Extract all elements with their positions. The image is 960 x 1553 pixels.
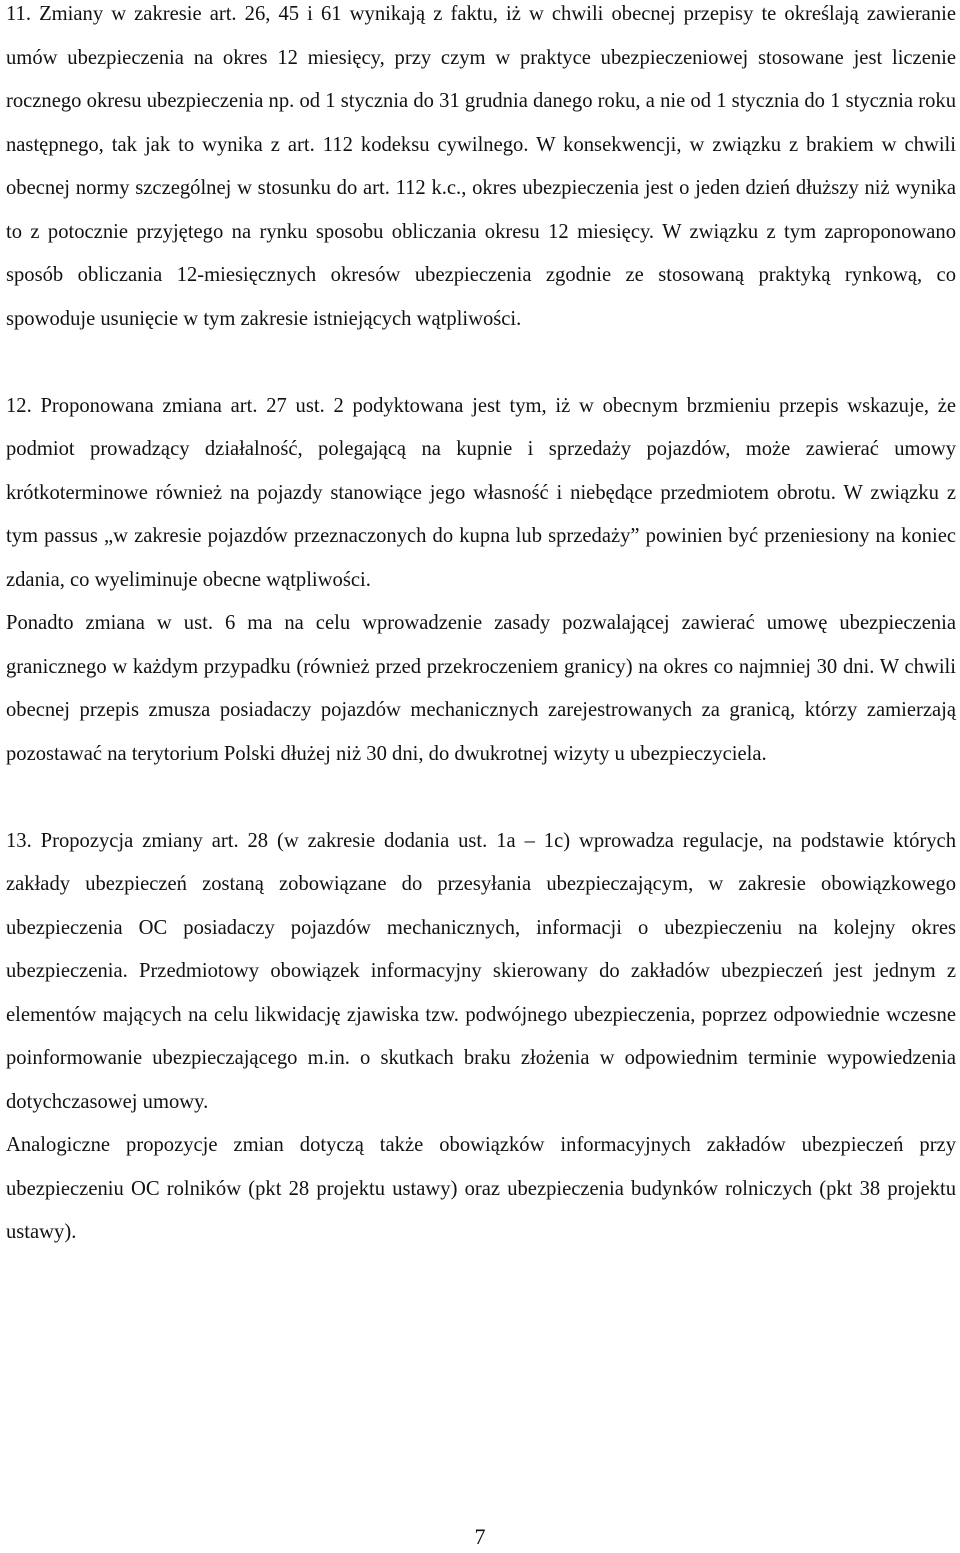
document-page xyxy=(6,0,956,1255)
page-number: 7 xyxy=(474,1524,486,1549)
paragraph-11: 11. Zmiany w zakresie art. 26, 45 i 61 wynikają z faktu, iż w chwili obecnej przepisy te określają zawieranie umów ubezpieczenia na okres 12 miesięcy, przy czym w praktyce ubezpieczeniowej stosowane jest liczenie rocznego okresu ubezpieczenia np. od 1 stycznia do 31 grudnia danego roku, a nie od 1 stycznia do 1 stycznia roku następnego, tak jak to wynika z art. 112 kodeksu cywilnego. W konsekwencji, w związku z brakiem w chwili obecnej normy szczególnej w stosunku do art. 112 k.c., okres ubezpieczenia jest o jeden dzień dłuższy niż wynika to z potocznie przyjętego na rynku sposobu obliczania okresu 12 miesięcy. W związku z tym zaproponowano sposób obliczania 12-miesięcznych okresów ubezpieczenia zgodnie ze stosowaną praktyką rynkową, co spowoduje usunięcie w tym zakresie istniejących wątpliwości. xyxy=(6,3,956,330)
paragraph-spacer xyxy=(6,776,956,820)
paragraph-13: 13. Propozycja zmiany art. 28 (w zakresie dodania ust. 1a – 1c) wprowadza regulacje, na podstawie których zakłady ubezpieczeń zostaną zobowiązane do przesyłania ubezpieczającym, w zakresie obowiązkowego ubezpieczenia OC posiadaczy pojazdów mechanicznych, informacji o ubezpieczeniu na kolejny okres ubezpieczenia. Przedmiotowy obowiązek informacyjny skierowany do zakładów ubezpieczeń jest jednym z elementów mających na celu likwidację zjawiska tzw. podwójnego ubezpieczenia, poprzez odpowiednie wczesne poinformowanie ubezpieczającego m.in. o skutkach braku złożenia w odpowiednim terminie wypowiedzenia dotychczasowej umowy. xyxy=(6,829,956,1113)
paragraph-13-continuation: Analogiczne propozycje zmian dotyczą także obowiązków informacyjnych zakładów ubezpieczeń przy ubezpieczeniu OC rolników (pkt 28 projektu ustawy) oraz ubezpieczenia budynków rolniczych (pkt 38 projektu ustawy). xyxy=(6,1134,956,1243)
paragraph-spacer xyxy=(6,341,956,385)
paragraph-12: 12. Proponowana zmiana art. 27 ust. 2 podyktowana jest tym, iż w obecnym brzmieniu przepis wskazuje, że podmiot prowadzący działalność, polegającą na kupnie i sprzedaży pojazdów, może zawierać umowy krótkoterminowe również na pojazdy stanowiące jego własność i niebędące przedmiotem obrotu. W związku z tym passus „w zakresie pojazdów przeznaczonych do kupna lub sprzedaży” powinien być przeniesiony na koniec zdania, co wyeliminuje obecne wątpliwości. xyxy=(6,394,956,591)
paragraph-12-continuation: Ponadto zmiana w ust. 6 ma na celu wprowadzenie zasady pozwalającej zawierać umowę ubezpieczenia granicznego w każdym przypadku (również przed przekroczeniem granicy) na okres co najmniej 30 dni. W chwili obecnej przepis zmusza posiadaczy pojazdów mechanicznych zarejestrowanych za granicą, którzy zamierzają pozostawać na terytorium Polski dłużej niż 30 dni, do dwukrotnej wizyty u ubezpieczyciela. xyxy=(6,612,956,765)
